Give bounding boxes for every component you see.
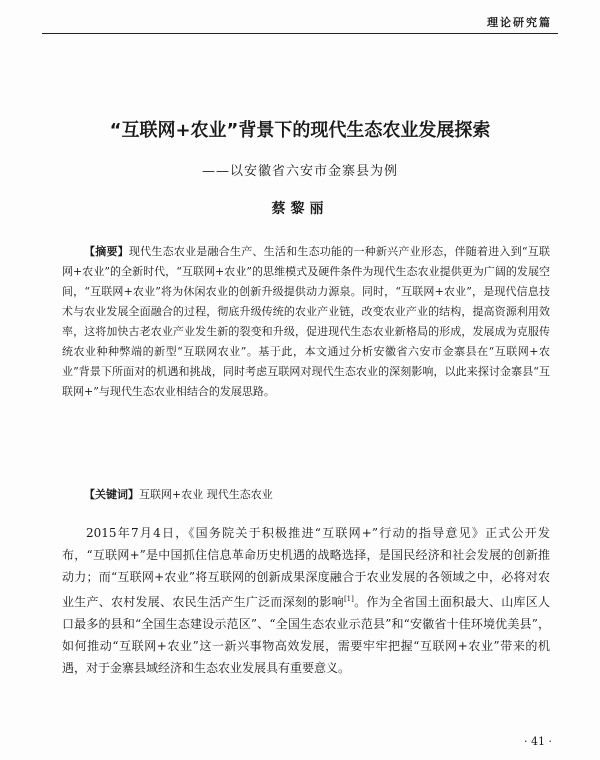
body-text-part1: 2015年7月4日，《国务院关于积极推进“互联网+”行动的指导意见》正式公开发布，“互联网+”是中国抓住信息革命历史机遇的战略选择，是国民经济和社会发展的创新推动力；而“互联网+农业”将互联网的创新成果深度融合于农业发展的各领域之中，必将对农业生产、农村发展、农民生活产生广泛而深刻的影响: [62, 526, 550, 609]
author-name: 蔡黎丽: [271, 201, 329, 217]
header-rule: [42, 33, 558, 34]
body-text-part2: 。作为全省国土面积最大、山库区人口最多的县和“全国生态建设示范区”、“全国生态农业示范县”和“安徽省十佳环境优美县”，如何推动“互联网+农业”这一新兴事物高效发展，需要牢牢把握“互联网+农业”带来的机遇，对于金寨县域经济和生态农业发展具有重要意义。: [62, 595, 550, 675]
abstract-label: 【摘要】: [84, 245, 129, 258]
article-title: “互联网+农业”背景下的现代生态农业发展探索: [109, 120, 491, 141]
abstract-text: 现代生态农业是融合生产、生活和生态功能的一种新兴产业形态，伴随着进入到“互联网+农业”的全新时代，“互联网+农业”的思维模式及硬件条件为现代生态农业提供更为广阔的发展空间，“互联网+农业”将为休闲农业的创新升级提供动力源泉。同时，“互联网+农业”，是现代信息技术与农业发展全面融合的过程，彻底升级传统的农业产业链，改变农业产业的结构，提高资源利用效率，这将加快古老农业产业发生新的裂变和升级，促进现代生态农业新格局的形成，发展成为克服传统农业种种弊端的新型“互联网农业”。基于此，本文通过分析安徽省六安市金寨县在“互联网+农业”背景下所面对的机遇和挑战，同时考虑互联网对现代生态农业的深刻影响，以此来探讨金寨县“互联网+”与现代生态农业相结合的发展思路。: [62, 245, 551, 398]
keywords-text: 互联网+农业 现代生态农业: [139, 488, 273, 501]
keywords: [84, 486, 273, 502]
article-subtitle: ——以安徽省六安市金寨县为例: [201, 164, 398, 179]
page-number: · 41 ·: [524, 735, 552, 748]
citation-ref: [1]: [343, 595, 354, 603]
keywords-label: 【关键词】: [84, 488, 139, 501]
body-paragraph: [62, 522, 550, 679]
abstract: [62, 242, 550, 402]
section-tag: 理论研究篇: [487, 16, 552, 29]
